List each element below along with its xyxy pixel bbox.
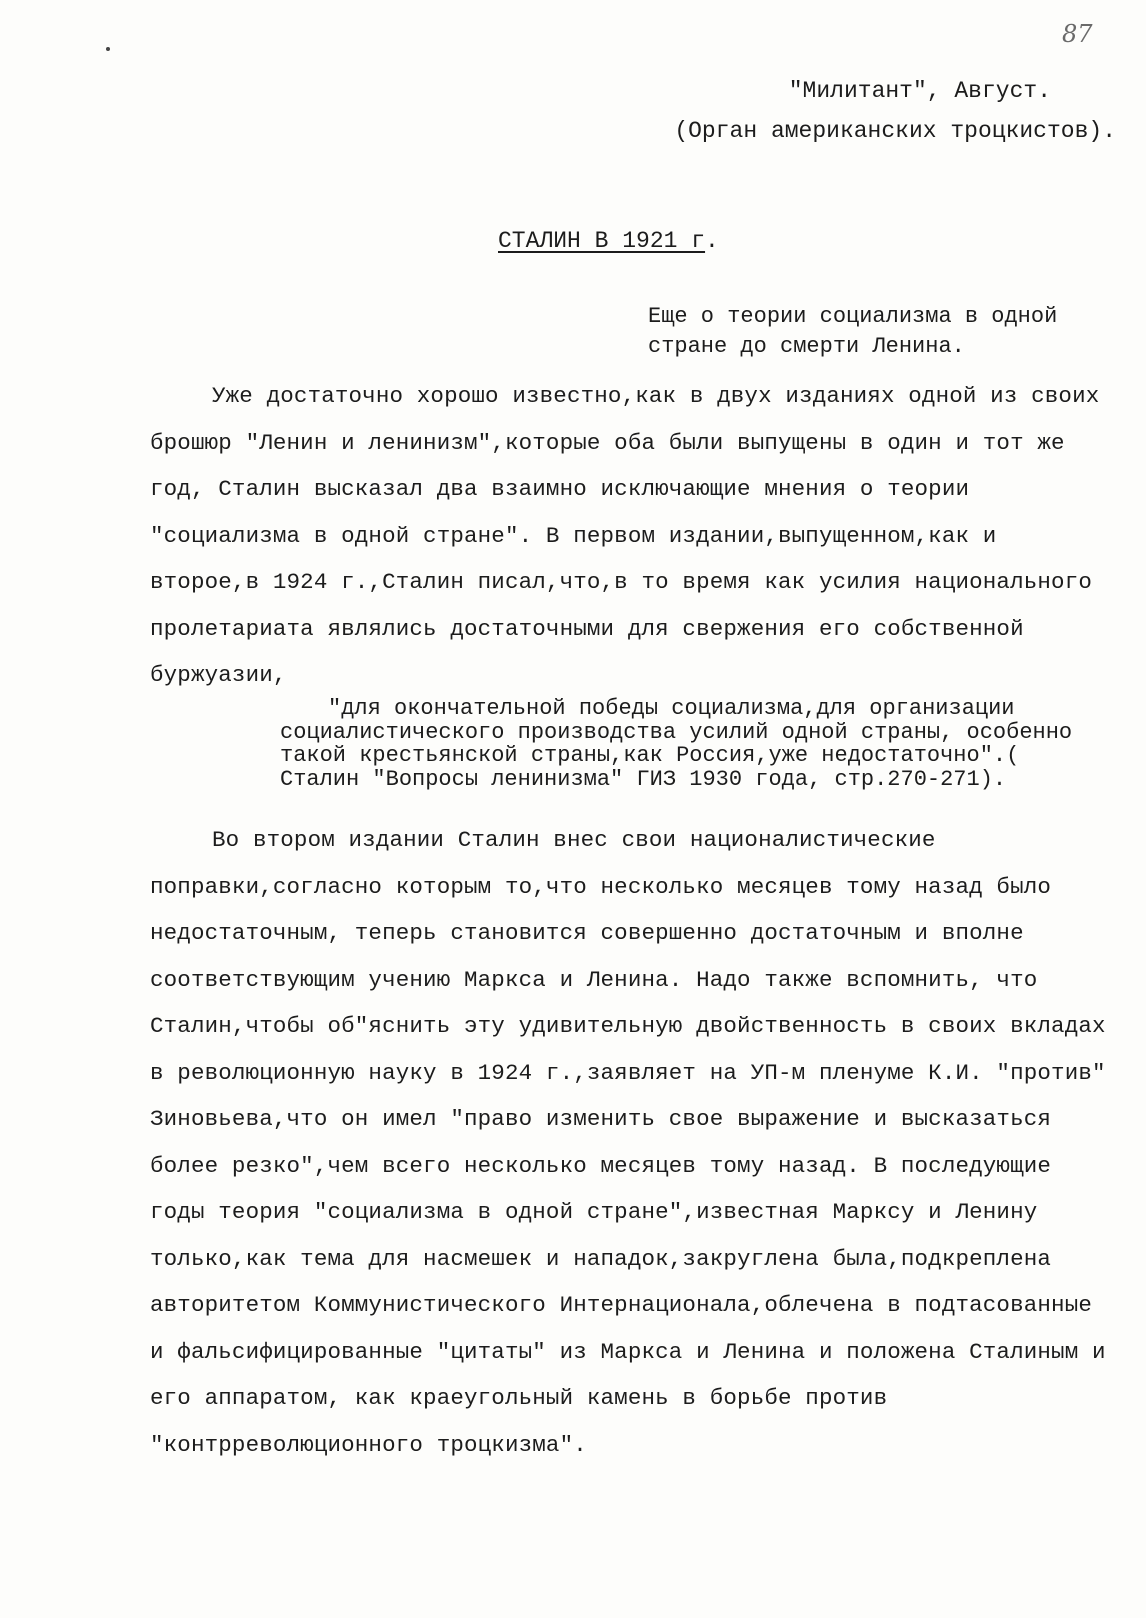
block-quote: "для окончательной победы социализма,для организации социалистического производства усилий одной страны, особенно такой крестьянской страны,как Россия,уже недостаточно".( Сталин "Вопросы ленинизма" ГИЗ 1930 года, стр.270-271). (280, 696, 1073, 792)
document-title-text: СТАЛИН В 1921 г (498, 228, 706, 254)
header-source: "Милитант", Август. (788, 78, 1051, 104)
paragraph-2: Во втором издании Сталин внес свои националистические поправки,согласно которым то,что несколько месяцев тому назад было недостаточным, теперь становится совершенно достаточным и вполне соответствующим учению Маркса и Ленина. Надо также вспомнить, что Сталин,чтобы об"яснить эту удивительную двойственность в своих вкладах в революционную науку в 1924 г.,заявляет на УП-м пленуме К.И. "против" Зиновьева,что он имел "право изменить свое выражение и высказаться более резко",чем всего несколько месяцев тому назад. В последующие годы теория "социализма в одной стране",известная Марксу и Ленину только,как тема для насмешек и нападок,закруглена была,подкреплена авторитетом Коммунистического Интернационала,облечена в подтасованные и фальсифицированные "цитаты" из Маркса и Ленина и положена Сталиным и его аппаратом, как краеугольный камень в борьбе против "контрреволюционного троцкизма". (150, 827, 1106, 1458)
paragraph-1: Уже достаточно хорошо известно,как в двух изданиях одной из своих брошюр "Ленин и ленинизм",которые оба были выпущены в один и тот же год, Сталин высказал два взаимно исключающие мнения о теории "социализма в одной стране". В первом издании,выпущенном,как и второе,в 1924 г.,Сталин писал,что,в то время как усилия национального пролетариата являлись достаточными для свержения его собственной буржуазии, (150, 383, 1100, 688)
page-number: 87 (1062, 20, 1093, 48)
document-subtitle: Еще о теории социализма в одной стране до смерти Ленина. (648, 304, 1058, 359)
document-title-tail: . (705, 228, 719, 254)
document-title (498, 228, 719, 254)
paper-speck (106, 47, 110, 51)
header-source-note: (Орган американских троцкистов). (674, 118, 1116, 144)
